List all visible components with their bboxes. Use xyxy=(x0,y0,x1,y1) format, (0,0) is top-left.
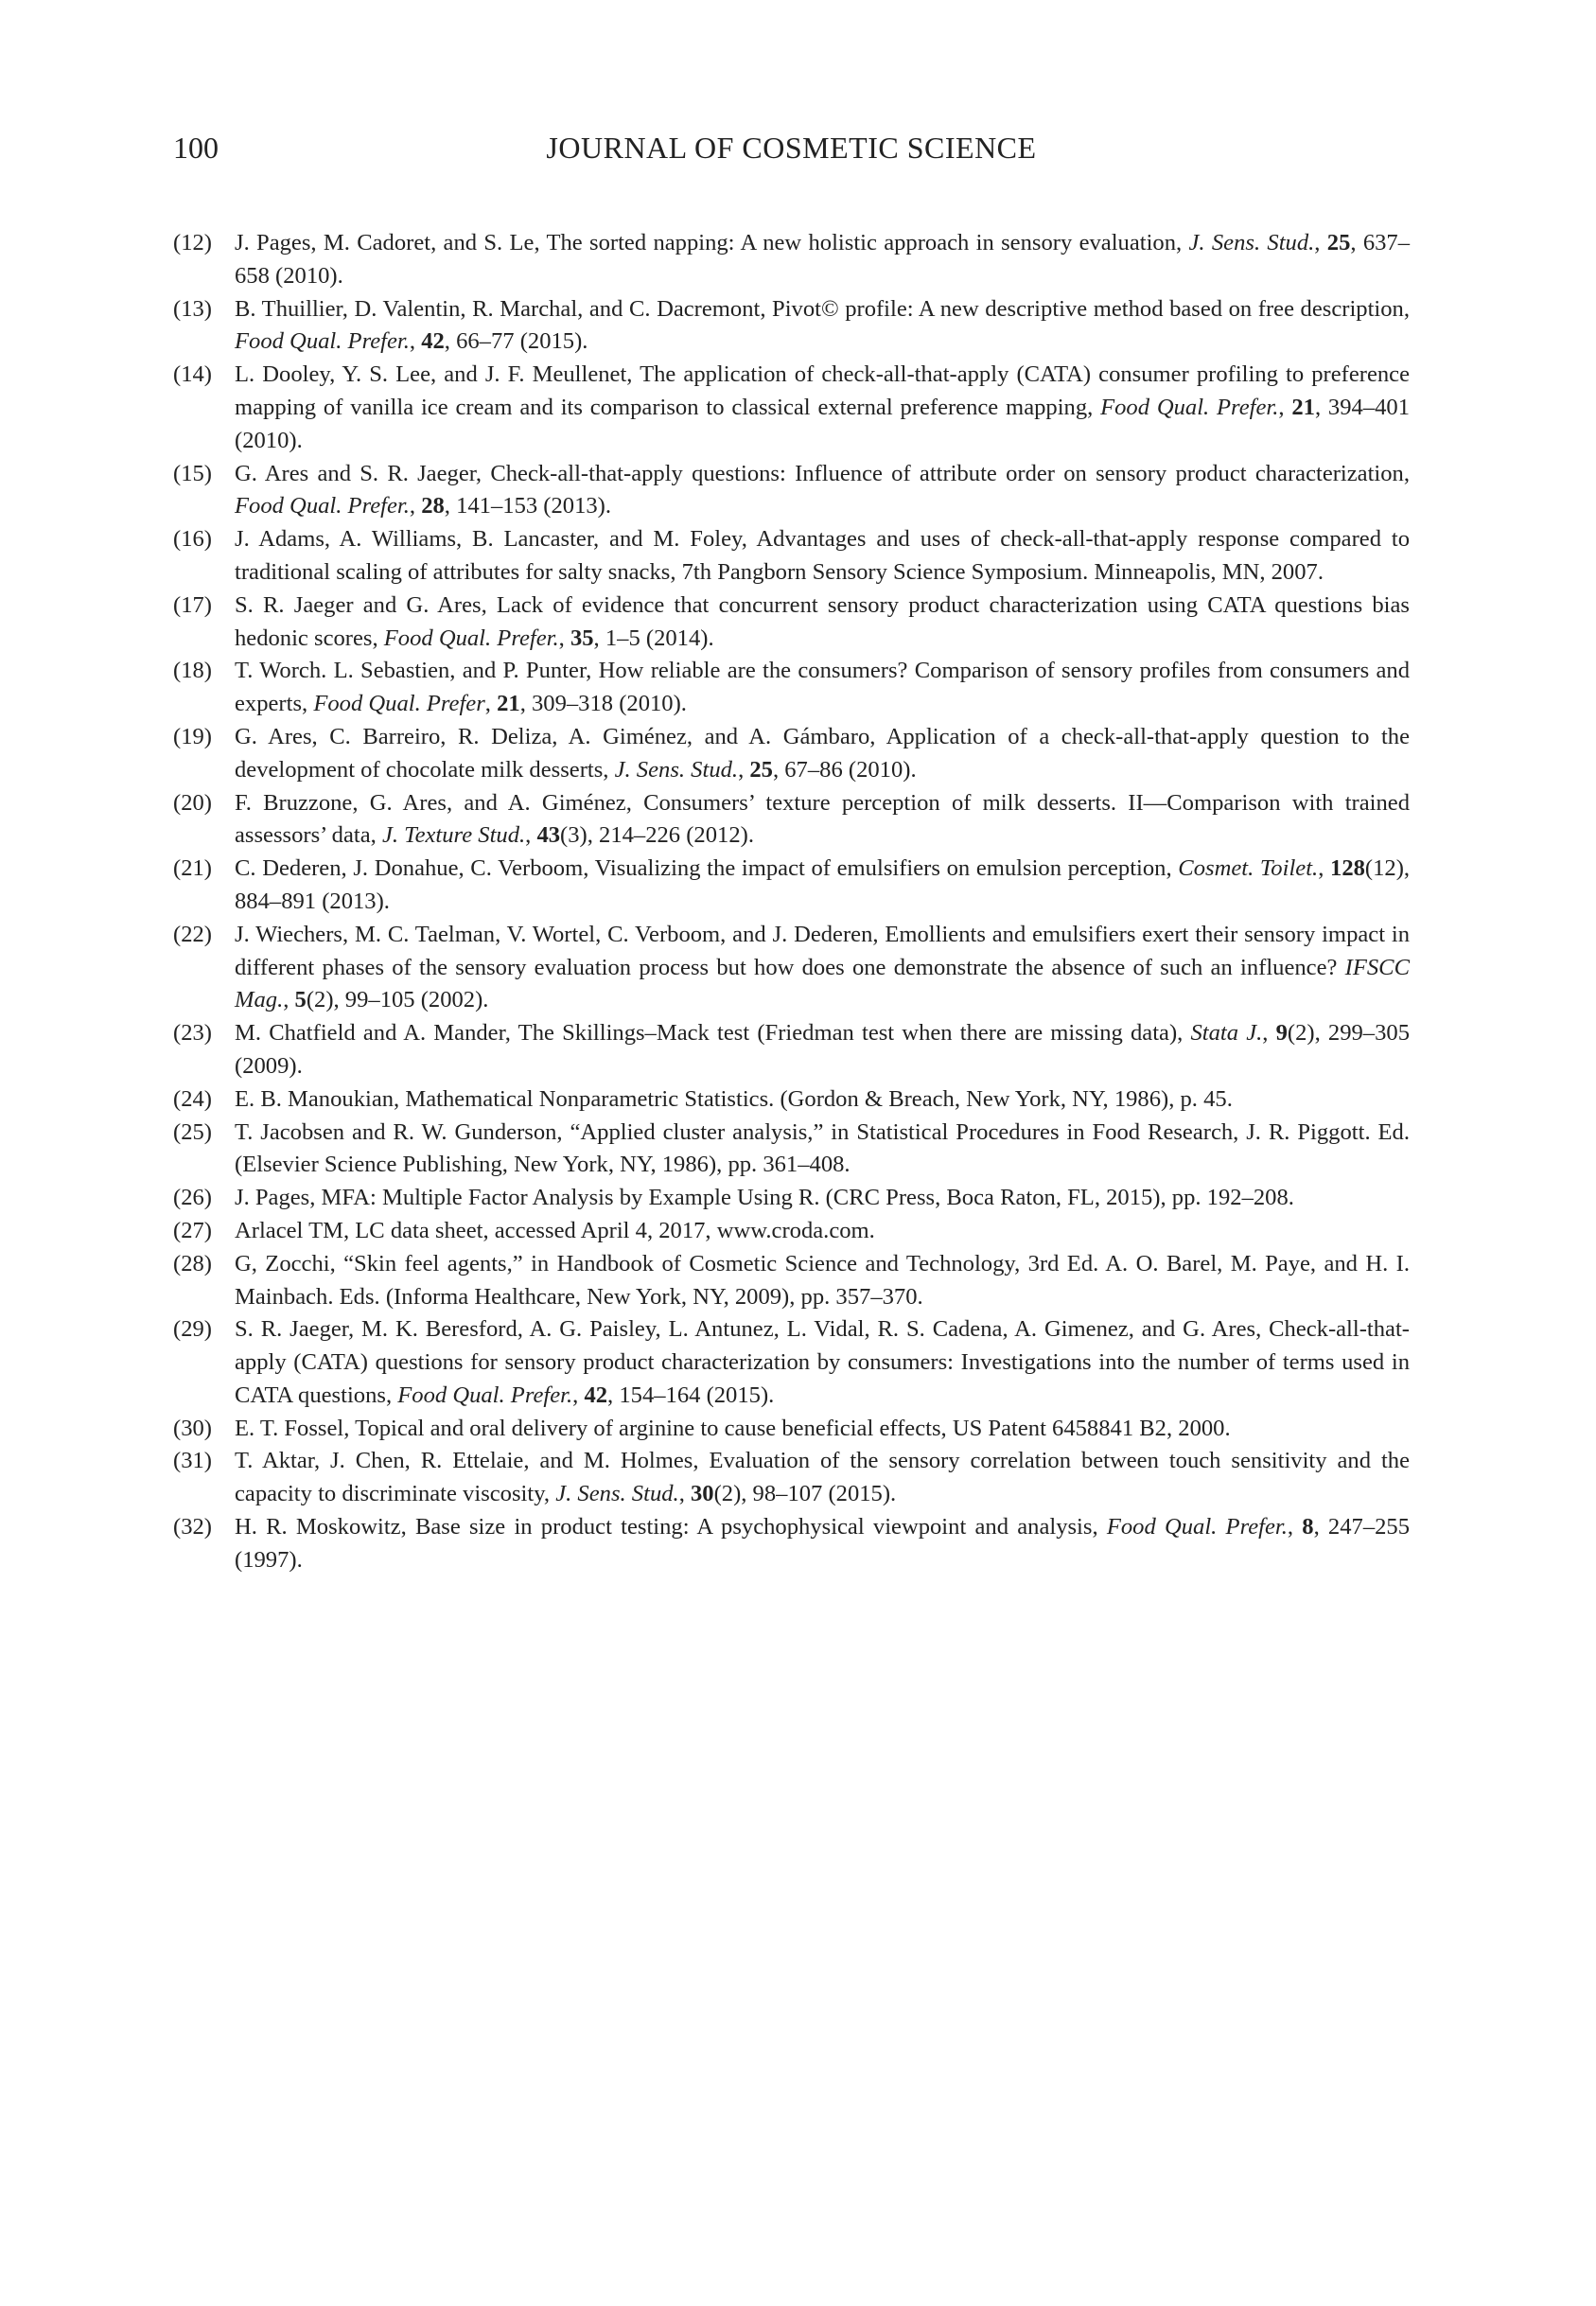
reference-text xyxy=(235,230,1410,289)
reference-segment: S. R. Jaeger, M. K. Beresford, A. G. Paisley, L. Antunez, L. Vidal, R. S. Cadena, A. Gimenez, and G. Ares, Check-all-that-apply (CATA) questions for sensory product characterization by consumers: Investigations into the number of terms used in CATA questions, xyxy=(235,1316,1410,1408)
reference-segment: , 309–318 (2010). xyxy=(519,691,687,717)
reference-item xyxy=(173,523,1410,590)
reference-segment: , xyxy=(1314,230,1327,255)
reference-number: (23) xyxy=(173,1020,212,1047)
volume-number: 5 xyxy=(294,987,307,1013)
reference-number: (25) xyxy=(173,1118,212,1145)
reference-text xyxy=(235,1448,1410,1506)
reference-number: (15) xyxy=(173,460,212,486)
reference-segment: F. Bruzzone, G. Ares, and A. Giménez, Consumers’ texture perception of milk desserts. II—Comparison with trained assessors’ data, xyxy=(235,789,1410,849)
reference-text xyxy=(235,790,1410,849)
volume-number: 42 xyxy=(421,328,445,355)
volume-number: 128 xyxy=(1330,855,1365,882)
reference-segment: E. T. Fossel, Topical and oral delivery of arginine to cause beneficial effects, US Patent 6458841 B2, 2000. xyxy=(235,1415,1231,1441)
volume-number: 21 xyxy=(497,691,520,717)
reference-text xyxy=(235,1020,1410,1079)
reference-item xyxy=(173,227,1410,293)
reference-segment: , xyxy=(283,987,295,1013)
journal-title: JOURNAL OF COSMETIC SCIENCE xyxy=(546,131,1037,165)
volume-number: 30 xyxy=(690,1481,714,1507)
reference-item xyxy=(173,1117,1410,1183)
reference-segment: G, Zocchi, “Skin feel agents,” in Handbook of Cosmetic Science and Technology, 3rd Ed. A. O. Barel, M. Paye, and H. I. Mainbach. Eds. (Informa Healthcare, New York, NY, 2009), pp. 357–370. xyxy=(235,1250,1410,1310)
reference-text xyxy=(235,1416,1231,1441)
reference-number: (32) xyxy=(173,1514,212,1540)
journal-name: Cosmet. Toilet. xyxy=(1178,855,1319,882)
reference-segment: G. Ares, C. Barreiro, R. Deliza, A. Giménez, and A. Gámbaro, Application of a check-all-that-apply question to the development of chocolate milk desserts, xyxy=(235,723,1410,783)
reference-segment: , xyxy=(1262,1020,1276,1047)
reference-segment: Arlacel TM, LC data sheet, accessed April 4, 2017, www.croda.com. xyxy=(235,1217,875,1243)
reference-number: (31) xyxy=(173,1448,212,1474)
journal-name: J. Sens. Stud. xyxy=(555,1481,679,1507)
reference-segment: T. Jacobsen and R. W. Gunderson, “Applied cluster analysis,” in Statistical Procedures in Food Research, J. R. Piggott. Ed. (Elsevier Science Publishing, New York, NY, 1986), pp. 361–408. xyxy=(235,1118,1410,1178)
reference-segment: , 637–658 (2010). xyxy=(235,230,1411,289)
reference-item xyxy=(173,293,1410,360)
reference-segment: , xyxy=(409,328,422,355)
reference-segment: (3), 214–226 (2012). xyxy=(560,822,754,849)
reference-segment: S. R. Jaeger and G. Ares, Lack of evidence that concurrent sensory product characterization using CATA questions bias hedonic scores, xyxy=(235,591,1410,651)
reference-item xyxy=(173,721,1410,787)
reference-list xyxy=(173,227,1410,1577)
reference-number: (12) xyxy=(173,230,212,255)
reference-segment: , 154–164 (2015). xyxy=(607,1382,775,1408)
reference-number: (20) xyxy=(173,789,212,816)
reference-text xyxy=(235,1119,1410,1178)
journal-name: IFSCC Mag. xyxy=(235,954,1410,1013)
reference-text xyxy=(235,855,1410,914)
reference-number: (22) xyxy=(173,921,212,947)
reference-text xyxy=(235,922,1410,1013)
reference-segment: , xyxy=(484,691,498,717)
reference-segment: , xyxy=(678,1481,691,1507)
reference-item xyxy=(173,787,1410,854)
reference-text xyxy=(235,1316,1410,1408)
reference-item xyxy=(173,359,1410,457)
reference-segment: J. Pages, M. Cadoret, and S. Le, The sorted napping: A new holistic approach in sensory evaluation, xyxy=(235,230,1189,255)
reference-segment: , 394–401 (2010). xyxy=(235,394,1411,453)
reference-number: (13) xyxy=(173,295,212,322)
reference-segment: J. Adams, A. Williams, B. Lancaster, and M. Foley, Advantages and uses of check-all-that-apply response compared to traditional scaling of attributes for salty snacks, 7th Pangborn Sensory Science Symposium. Minneapolis, MN, 2007. xyxy=(235,526,1410,585)
reference-item xyxy=(173,1413,1410,1446)
reference-segment: , xyxy=(558,625,570,651)
reference-segment: (2), 98–107 (2015). xyxy=(713,1481,897,1507)
reference-text xyxy=(235,461,1410,519)
reference-segment: , 141–153 (2013). xyxy=(444,493,612,519)
reference-item xyxy=(173,1511,1410,1577)
reference-segment: T. Worch. L. Sebastien, and P. Punter, How reliable are the consumers? Comparison of sensory profiles from consumers and experts, xyxy=(235,658,1410,717)
reference-number: (18) xyxy=(173,658,212,684)
reference-segment: L. Dooley, Y. S. Lee, and J. F. Meullenet, The application of check-all-that-apply (CATA) consumer profiling to preference mapping of vanilla ice cream and its comparison to classical external preference mapping, xyxy=(235,361,1410,420)
volume-number: 43 xyxy=(536,822,561,849)
reference-item xyxy=(173,655,1410,721)
journal-name: Food Qual. Prefer. xyxy=(397,1382,573,1408)
reference-item xyxy=(173,919,1410,1017)
journal-name: J. Texture Stud. xyxy=(381,822,526,849)
reference-text xyxy=(235,1514,1410,1573)
reference-text xyxy=(235,1251,1410,1310)
reference-number: (19) xyxy=(173,723,212,749)
volume-number: 21 xyxy=(1291,394,1315,420)
reference-text xyxy=(235,1086,1233,1112)
reference-text xyxy=(235,1218,875,1243)
journal-name: Food Qual. Prefer. xyxy=(235,328,410,355)
reference-item xyxy=(173,1182,1410,1215)
volume-number: 8 xyxy=(1302,1514,1314,1540)
reference-item xyxy=(173,1017,1410,1083)
reference-segment: C. Dederen, J. Donahue, C. Verboom, Visualizing the impact of emulsifiers on emulsion perception, xyxy=(235,855,1179,882)
reference-item xyxy=(173,1313,1410,1412)
reference-number: (24) xyxy=(173,1085,212,1112)
reference-item xyxy=(173,458,1410,524)
reference-item xyxy=(173,1248,1410,1314)
reference-segment: , 247–255 (1997). xyxy=(235,1514,1411,1573)
journal-name: Food Qual. Prefer. xyxy=(1106,1514,1288,1540)
reference-segment: M. Chatfield and A. Mander, The Skillings–Mack test (Friedman test when there are missing data), xyxy=(235,1020,1191,1047)
reference-text xyxy=(235,296,1410,355)
reference-number: (14) xyxy=(173,361,212,388)
page-header xyxy=(173,131,1410,168)
reference-segment: B. Thuillier, D. Valentin, R. Marchal, and C. Dacremont, Pivot© profile: A new descriptive method based on free description, xyxy=(235,295,1410,322)
reference-item xyxy=(173,1215,1410,1248)
reference-number: (29) xyxy=(173,1316,212,1343)
reference-number: (30) xyxy=(173,1415,212,1441)
reference-segment: , 67–86 (2010). xyxy=(772,756,917,783)
reference-segment: , xyxy=(738,756,750,783)
reference-text xyxy=(235,1185,1294,1210)
reference-segment: , xyxy=(1318,855,1331,882)
journal-name: Stata J. xyxy=(1190,1020,1263,1047)
reference-number: (17) xyxy=(173,591,212,618)
volume-number: 25 xyxy=(749,756,773,783)
journal-name: Food Qual. Prefer xyxy=(313,691,485,717)
reference-number: (26) xyxy=(173,1185,212,1211)
reference-number: (28) xyxy=(173,1250,212,1276)
reference-segment: J. Pages, MFA: Multiple Factor Analysis by Example Using R. (CRC Press, Boca Raton, FL, 2015), pp. 192–208. xyxy=(235,1185,1294,1211)
volume-number: 42 xyxy=(584,1382,608,1408)
reference-segment: (12), 884–891 (2013). xyxy=(235,855,1411,914)
reference-item xyxy=(173,853,1410,919)
page-number: 100 xyxy=(173,131,219,165)
reference-segment: , xyxy=(1287,1514,1303,1540)
reference-text xyxy=(235,361,1410,453)
reference-segment: G. Ares and S. R. Jaeger, Check-all-that-apply questions: Influence of attribute order on sensory product characterization, xyxy=(235,460,1410,486)
reference-segment: J. Wiechers, M. C. Taelman, V. Wortel, C. Verboom, and J. Dederen, Emollients and emulsifiers exert their sensory impact in different phases of the sensory evaluation process but how does one demonstrate the absence of such an influence? xyxy=(235,921,1410,980)
volume-number: 35 xyxy=(570,625,594,651)
reference-text xyxy=(235,592,1410,651)
reference-segment: H. R. Moskowitz, Base size in product testing: A psychophysical viewpoint and analysis, xyxy=(235,1514,1107,1540)
volume-number: 25 xyxy=(1326,230,1351,255)
reference-segment: , 1–5 (2014). xyxy=(593,625,714,651)
volume-number: 28 xyxy=(421,493,445,519)
reference-segment: , xyxy=(1278,394,1292,420)
reference-text xyxy=(235,724,1410,783)
reference-segment: T. Aktar, J. Chen, R. Ettelaie, and M. Holmes, Evaluation of the sensory correlation between touch sensitivity and the capacity to discriminate viscosity, xyxy=(235,1448,1410,1507)
reference-text xyxy=(235,658,1410,716)
reference-number: (27) xyxy=(173,1217,212,1243)
reference-item xyxy=(173,1445,1410,1511)
journal-name: Food Qual. Prefer. xyxy=(1100,394,1279,420)
journal-name: Food Qual. Prefer. xyxy=(235,493,410,519)
reference-number: (16) xyxy=(173,526,212,553)
reference-segment: , xyxy=(525,822,537,849)
reference-segment: (2), 99–105 (2002). xyxy=(306,987,489,1013)
reference-segment: , xyxy=(572,1382,585,1408)
reference-segment: , 66–77 (2015). xyxy=(444,328,588,355)
reference-segment: E. B. Manoukian, Mathematical Nonparametric Statistics. (Gordon & Breach, New York, NY, 1986), p. 45. xyxy=(235,1085,1233,1112)
reference-segment: , xyxy=(409,493,422,519)
reference-segment: (2), 299–305 (2009). xyxy=(235,1020,1410,1079)
reference-text xyxy=(235,526,1410,585)
journal-name: Food Qual. Prefer. xyxy=(383,625,559,651)
journal-name: J. Sens. Stud. xyxy=(614,756,739,783)
volume-number: 9 xyxy=(1275,1020,1288,1047)
reference-item xyxy=(173,590,1410,656)
reference-number: (21) xyxy=(173,855,212,882)
reference-item xyxy=(173,1083,1410,1117)
journal-name: J. Sens. Stud. xyxy=(1188,230,1315,255)
